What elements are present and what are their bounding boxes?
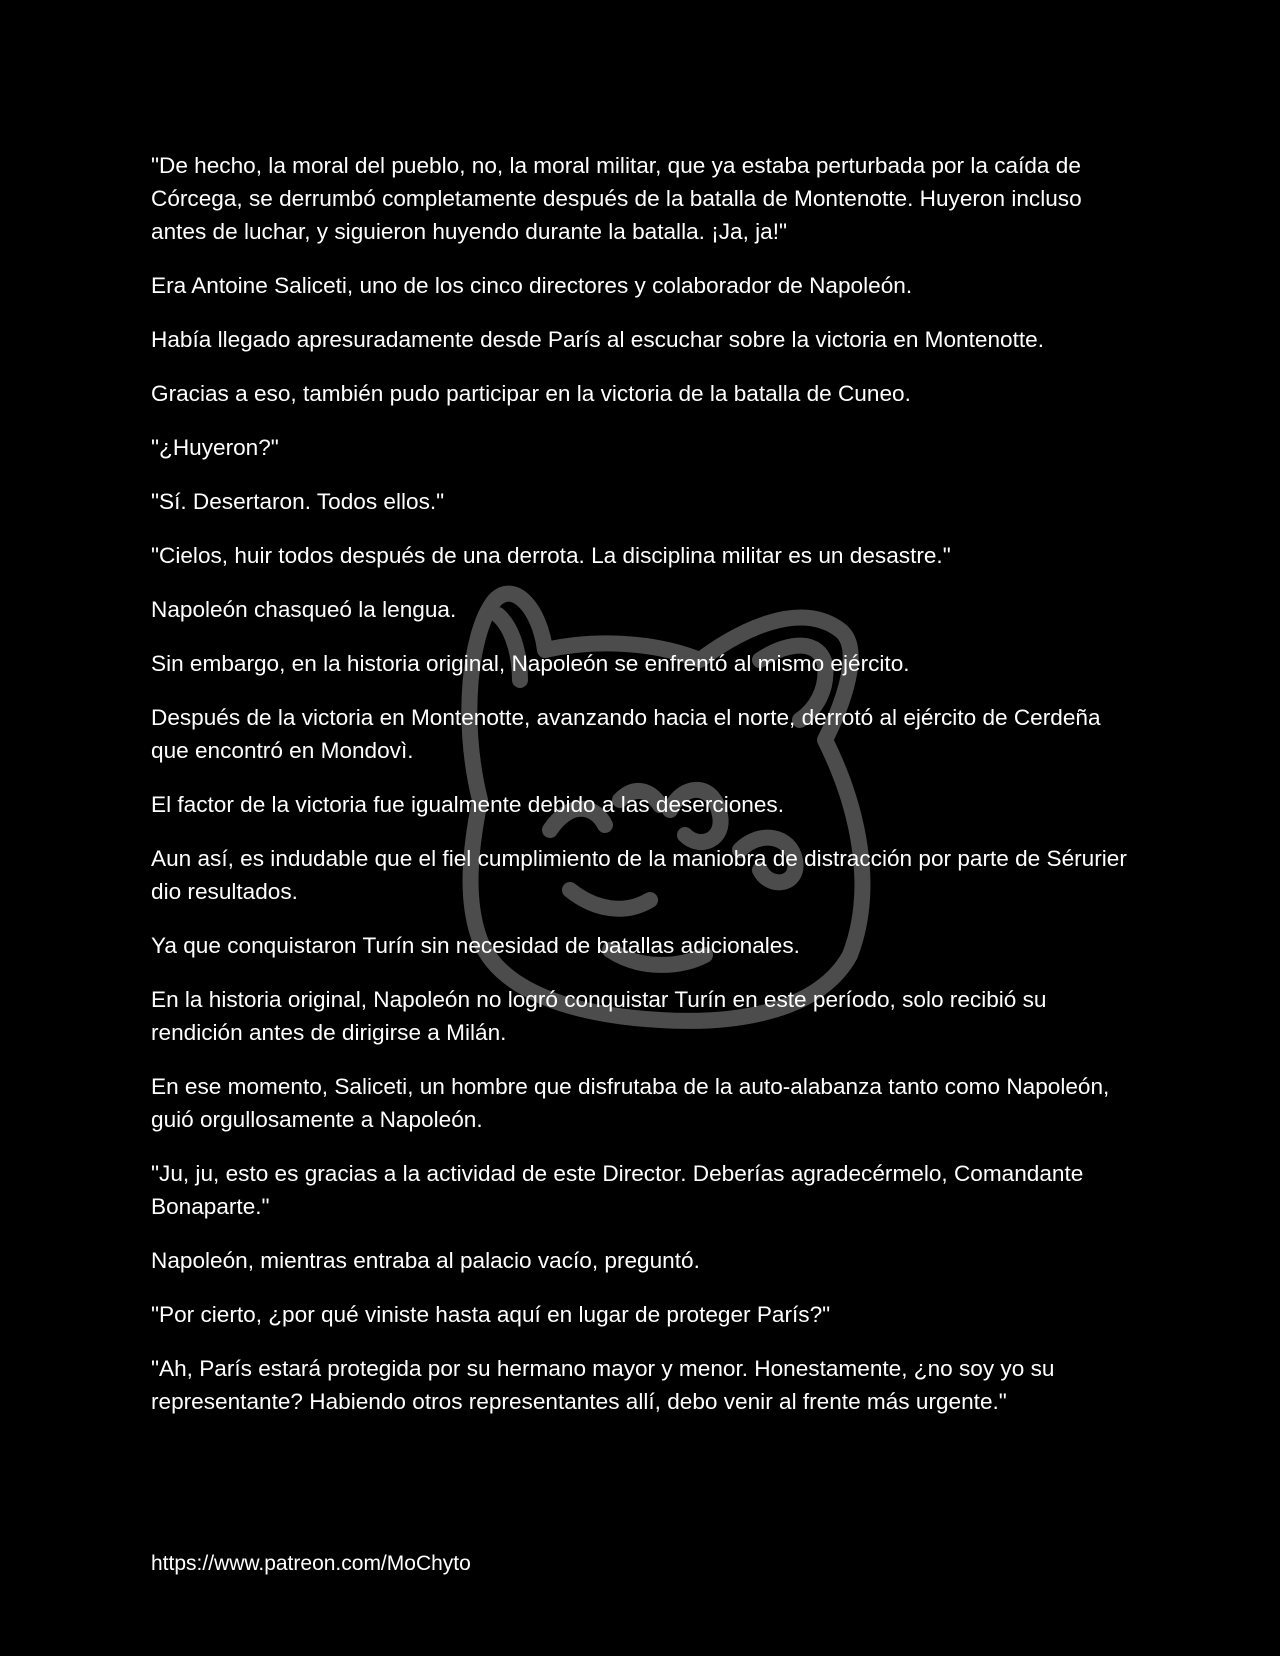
- paragraph: "Cielos, huir todos después de una derrota. La disciplina militar es un desastre.": [151, 543, 951, 568]
- paragraph: "Sí. Desertaron. Todos ellos.": [151, 489, 445, 514]
- paragraph: Sin embargo, en la historia original, Napoleón se enfrentó al mismo ejército.: [151, 651, 910, 676]
- paragraph: Había llegado apresuradamente desde París al escuchar sobre la victoria en Montenotte.: [151, 327, 1044, 352]
- paragraph: Ya que conquistaron Turín sin necesidad de batallas adicionales.: [151, 933, 800, 958]
- paragraph: En ese momento, Saliceti, un hombre que disfrutaba de la auto-alabanza tanto como Napoleón, guió orgullosamente a Napoleón.: [151, 1074, 1110, 1132]
- paragraph: Después de la victoria en Montenotte, avanzando hacia el norte, derrotó al ejército de Cerdeña que encontró en Mondovì.: [151, 705, 1101, 763]
- chapter-text: [151, 149, 1141, 1439]
- paragraph: Napoleón chasqueó la lengua.: [151, 597, 457, 622]
- patreon-link[interactable]: https://www.patreon.com/MoChyto: [151, 1552, 471, 1575]
- paragraph: Napoleón, mientras entraba al palacio vacío, preguntó.: [151, 1248, 700, 1273]
- paragraph: "Por cierto, ¿por qué viniste hasta aquí en lugar de proteger París?": [151, 1302, 831, 1327]
- paragraph: En la historia original, Napoleón no logró conquistar Turín en este período, solo recibió su rendición antes de dirigirse a Milán.: [151, 987, 1047, 1045]
- paragraph: "¿Huyeron?": [151, 435, 279, 460]
- paragraph: "Ju, ju, esto es gracias a la actividad de este Director. Deberías agradecérmelo, Comandante Bonaparte.": [151, 1161, 1084, 1219]
- paragraph: Gracias a eso, también pudo participar en la victoria de la batalla de Cuneo.: [151, 381, 911, 406]
- paragraph: Aun así, es indudable que el fiel cumplimiento de la maniobra de distracción por parte de Sérurier dio resultados.: [151, 846, 1127, 904]
- paragraph: "De hecho, la moral del pueblo, no, la moral militar, que ya estaba perturbada por la caída de Córcega, se derrumbó completamente después de la batalla de Montenotte. Huyeron incluso antes de luchar, y siguieron huyendo durante la batalla. ¡Ja, ja!": [151, 153, 1082, 244]
- paragraph: El factor de la victoria fue igualmente debido a las deserciones.: [151, 792, 784, 817]
- paragraph: "Ah, París estará protegida por su hermano mayor y menor. Honestamente, ¿no soy yo su representante? Habiendo otros representantes allí, debo venir al frente más urgente.": [151, 1356, 1055, 1414]
- paragraph: Era Antoine Saliceti, uno de los cinco directores y colaborador de Napoleón.: [151, 273, 913, 298]
